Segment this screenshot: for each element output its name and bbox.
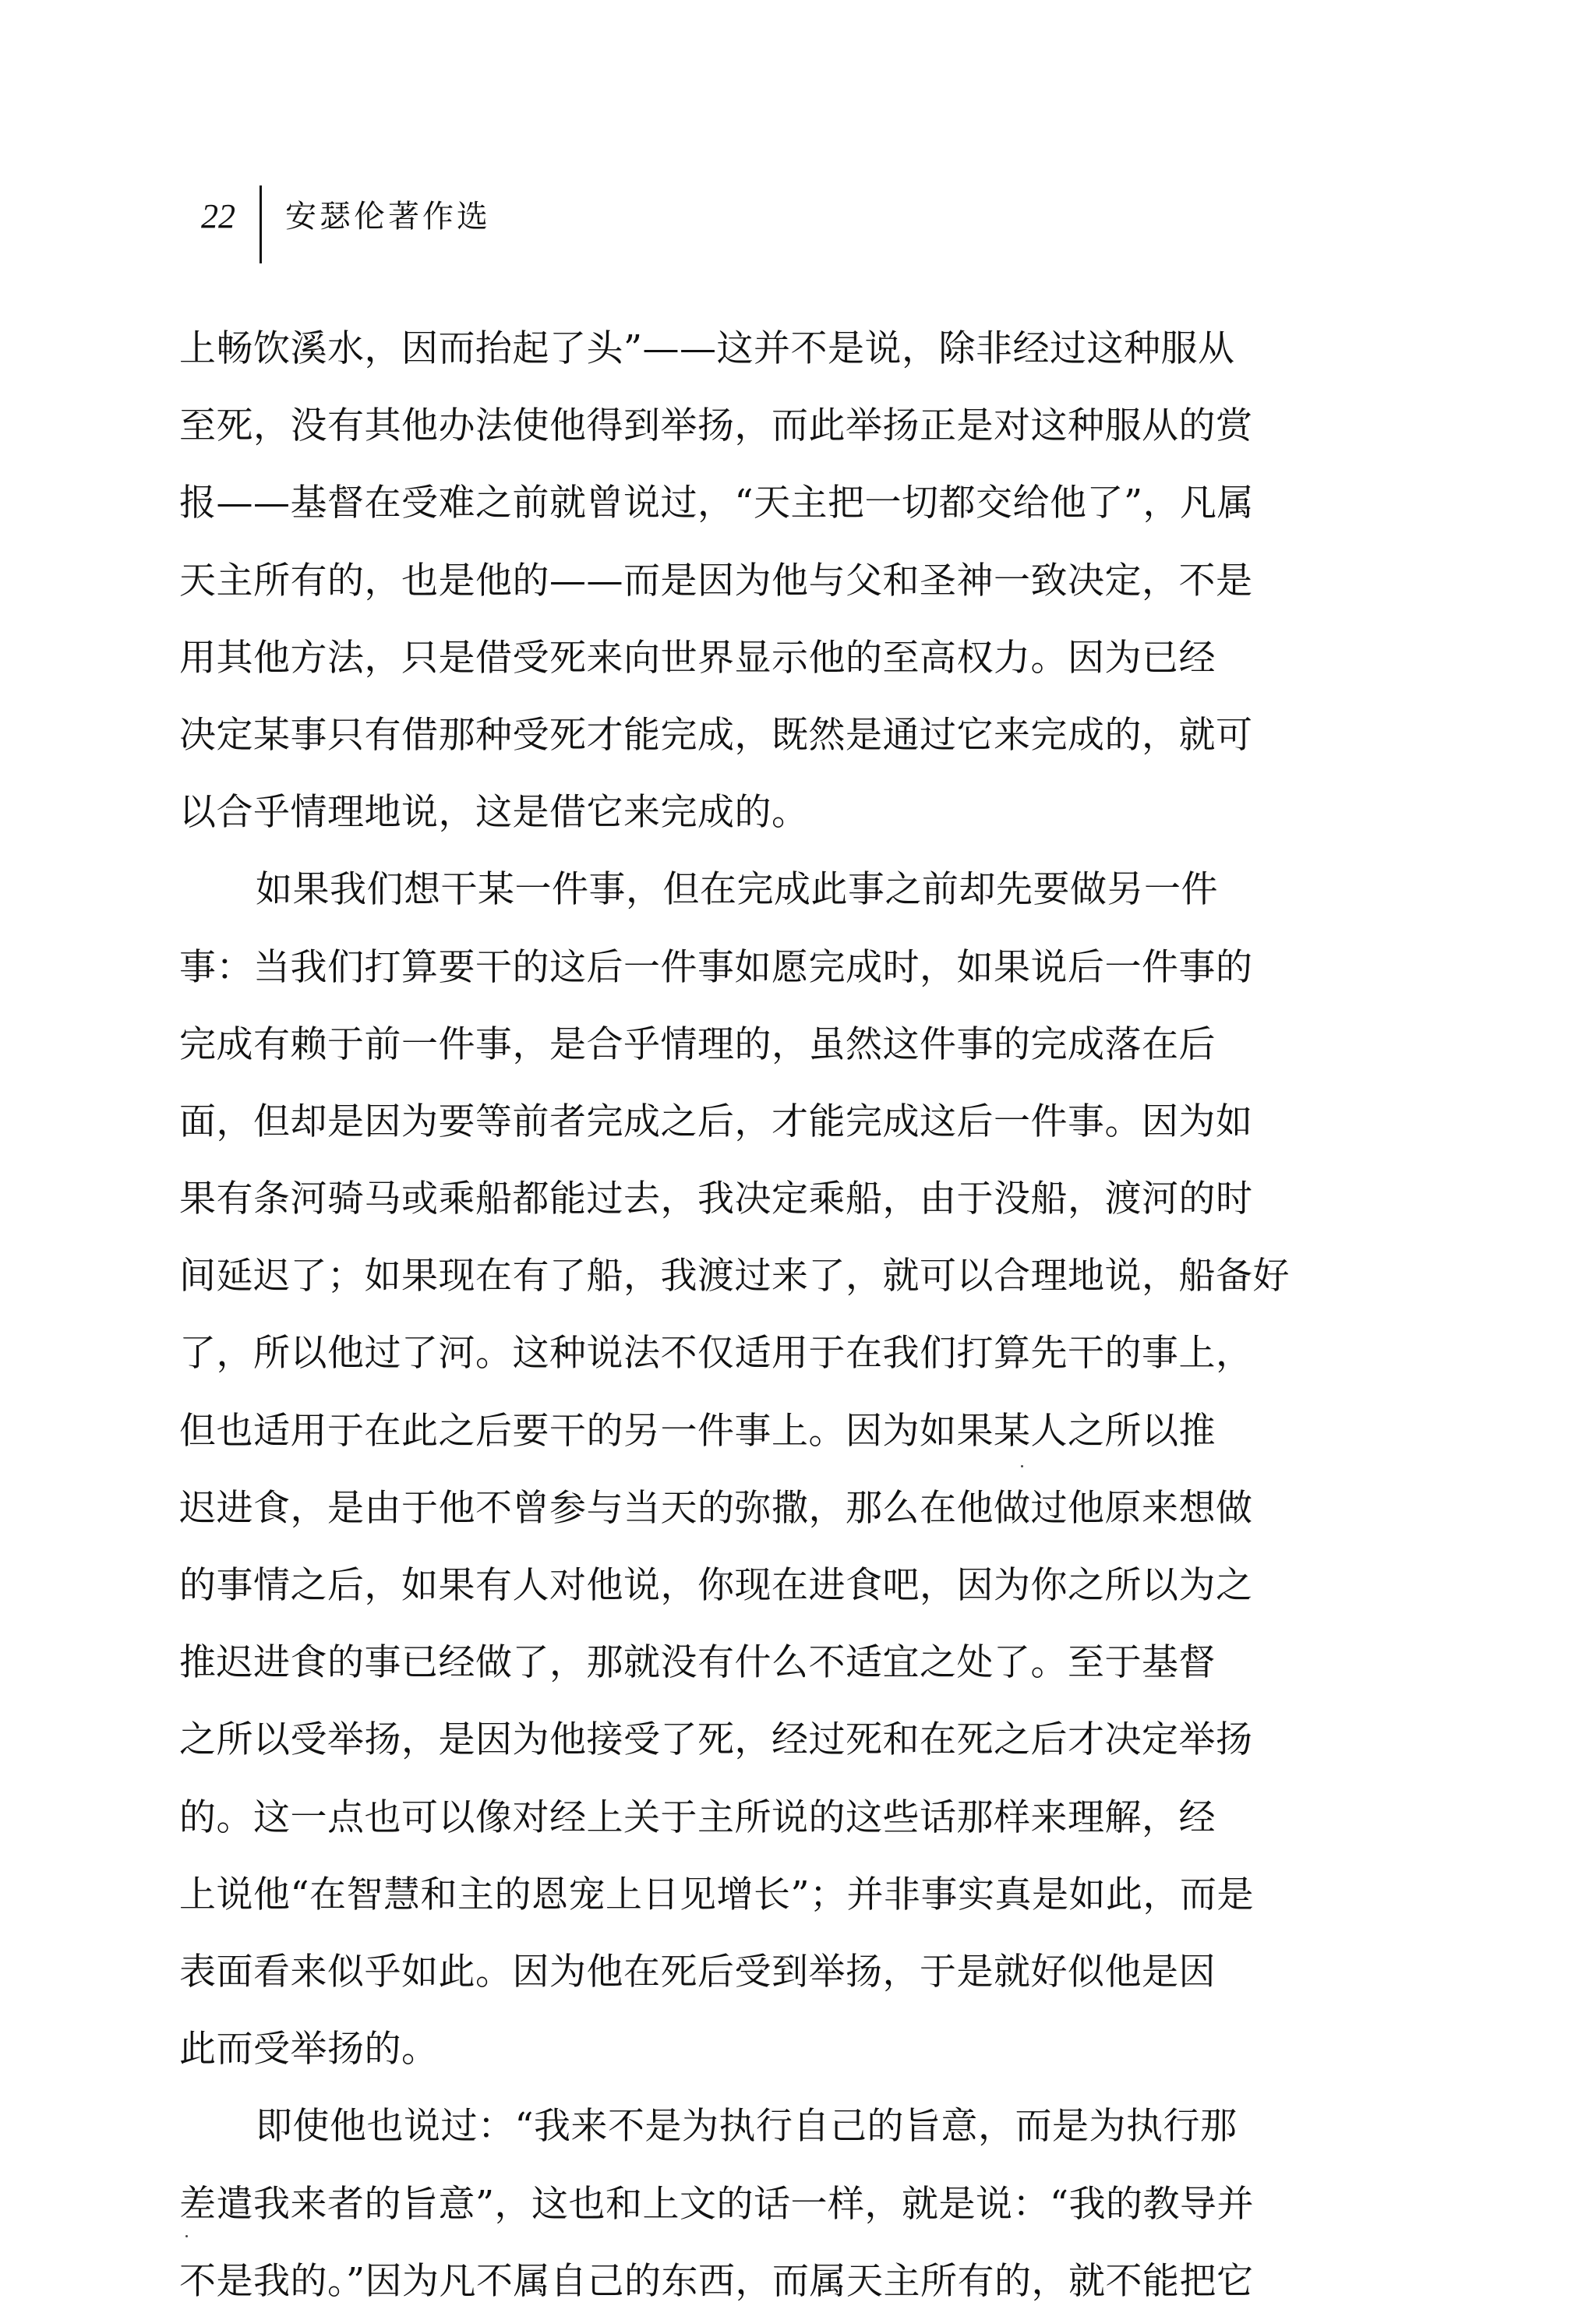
- text-line: 报——基督在受难之前就曾说过，“天主把一切都交给他了”，凡属: [179, 482, 1255, 525]
- text-line: 但也适用于在此之后要干的另一件事上。因为如果某人之所以推: [179, 1409, 1216, 1453]
- header-divider: [260, 185, 262, 263]
- text-line: 事：当我们打算要干的这后一件事如愿完成时，如果说后一件事的: [179, 945, 1253, 989]
- text-line: 此而受举扬的。: [179, 2028, 439, 2071]
- text-line: 完成有赖于前一件事，是合乎情理的，虽然这件事的完成落在后: [179, 1022, 1216, 1066]
- paragraph-first-line: 即使他也说过：“我来不是为执行自己的旨意，而是为执行那: [256, 2105, 1238, 2149]
- text-line: 间延迟了；如果现在有了船，我渡过来了，就可以合理地说，船备好: [179, 1255, 1290, 1298]
- scan-speck: [185, 2235, 188, 2237]
- text-line: 以合乎情理地说，这是借它来完成的。: [179, 791, 809, 835]
- text-line: 面，但却是因为要等前者完成之后，才能完成这后一件事。因为如: [179, 1100, 1253, 1143]
- running-title: 安瑟伦著作选: [285, 199, 491, 235]
- text-line: 之所以受举扬，是因为他接受了死，经过死和在死之后才决定举扬: [179, 1718, 1253, 1762]
- text-line: 天主所有的，也是他的——而是因为他与父和圣神一致决定，不是: [179, 559, 1253, 602]
- text-line: 的。这一点也可以像对经上关于主所说的这些话那样来理解，经: [179, 1796, 1216, 1839]
- text-line: 果有条河骑马或乘船都能过去，我决定乘船，由于没船，渡河的时: [179, 1178, 1253, 1221]
- text-line: 不是我的。”因为凡不属自己的东西，而属天主所有的，就不能把它: [179, 2259, 1254, 2303]
- body-text: [179, 310, 1379, 2320]
- text-line: 差遣我来者的旨意”，这也和上文的话一样，就是说：“我的教导并: [179, 2182, 1255, 2226]
- text-line: 表面看来似乎如此。因为他在死后受到举扬，于是就好似他是因: [179, 1950, 1216, 1993]
- page-number: 22: [201, 197, 235, 235]
- text-line: 迟进食，是由于他不曾参与当天的弥撒，那么在他做过他原来想做: [179, 1486, 1253, 1530]
- text-line: 上说他“在智慧和主的恩宠上日见增长”；并非事实真是如此，而是: [179, 1873, 1255, 1916]
- text-line: 了，所以他过了河。这种说法不仅适用于在我们打算先干的事上，: [179, 1332, 1253, 1375]
- text-line: 的事情之后，如果有人对他说，你现在进食吧，因为你之所以为之: [179, 1564, 1253, 1607]
- text-line: 推迟进食的事已经做了，那就没有什么不适宜之处了。至于基督: [179, 1641, 1216, 1685]
- text-line: 决定某事只有借那种受死才能完成，既然是通过它来完成的，就可: [179, 713, 1253, 757]
- text-line: 用其他方法，只是借受死来向世界显示他的至高权力。因为已经: [179, 636, 1216, 680]
- text-line: 上畅饮溪水，因而抬起了头”——这并不是说，除非经过这种服从: [179, 327, 1235, 370]
- text-line: 至死，没有其他办法使他得到举扬，而此举扬正是对这种服从的赏: [179, 404, 1253, 448]
- scan-speck: [1021, 1465, 1023, 1467]
- paragraph-first-line: 如果我们想干某一件事，但在完成此事之前却先要做另一件: [256, 868, 1218, 912]
